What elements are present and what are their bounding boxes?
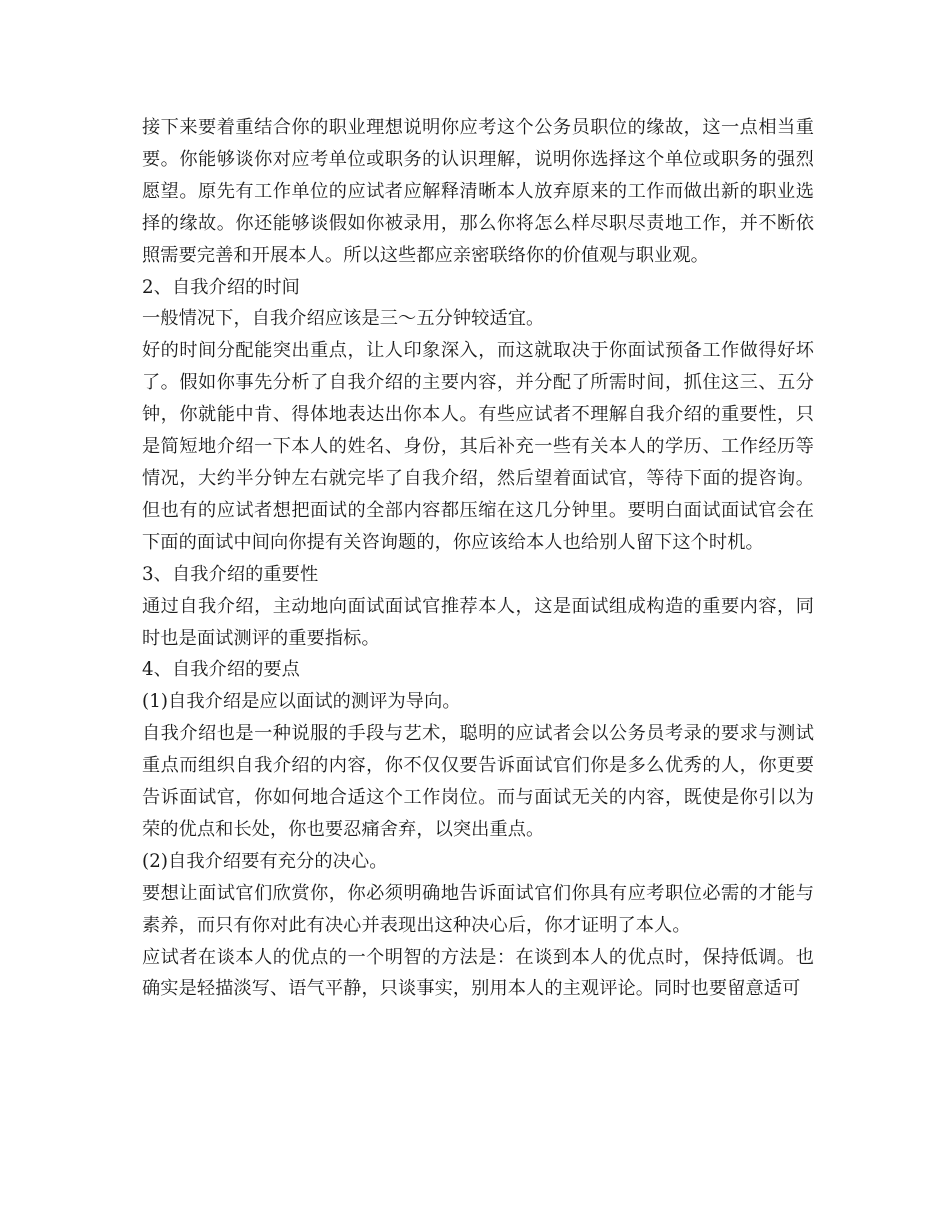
paragraph-time-allocation: 好的时间分配能突出重点，让人印象深入，而这就取决于你面试预备工作做得好坏了。假如你事先分析了自我介绍的主要内容，并分配了所需时间，抓住这三、五分钟，你就能中肯、得体地表达出你本人。有些应试者不理解自我介绍的重要性，只是简短地介绍一下本人的姓名、身份，其后补充一些有关本人的学历、工作经历等情况，大约半分钟左右就完毕了自我介绍，然后望着面试官，等待下面的提咨询。但也有的应试者想把面试的全部内容都压缩在这几分钟里。要明白面试面试官会在下面的面试中间向你提有关咨询题的，你应该给本人也给别人留下这个时机。 [142,340,814,553]
paragraph-point-2: 要想让面试官们欣赏你，你必须明确地告诉面试官们你具有应考职位必需的才能与素养，而只有你对此有决心并表现出这种决心后，你才证明了本人。 [142,882,814,936]
subheading-point-2: (2)自我介绍要有充分的决心。 [142,850,388,872]
subheading-point-1: (1)自我介绍是应以面试的测评为导向。 [142,691,461,713]
document-page [142,112,814,1005]
paragraph-strengths-method: 应试者在谈本人的优点的一个明智的方法是：在谈到本人的优点时，保持低调。也确实是轻描淡写、语气平静，只谈事实，别用本人的主观评论。同时也要留意适可 [142,946,814,1000]
heading-self-intro-key-points: 4、自我介绍的要点 [142,659,300,681]
heading-self-intro-importance: 3、自我介绍的重要性 [142,563,319,585]
paragraph-point-1: 自我介绍也是一种说服的手段与艺术，聪明的应试者会以公务员考录的要求与测试重点而组织自我介绍的内容，你不仅仅要告诉面试官们你是多么优秀的人，你更要告诉面试官，你如何地合适这个工作岗位。而与面试无关的内容，既使是你引以为荣的优点和长处，你也要忍痛舍弃，以突出重点。 [142,723,814,840]
paragraph-time-length: 一般情况下，自我介绍应该是三～五分钟较适宜。 [142,308,545,330]
paragraph-career-ideal: 接下来要着重结合你的职业理想说明你应考这个公务员职位的缘故，这一点相当重要。你能够谈你对应考单位或职务的认识理解，说明你选择这个单位或职务的强烈愿望。原先有工作单位的应试者应解释清晰本人放弃原来的工作而做出新的职业选择的缘故。你还能够谈假如你被录用，那么你将怎么样尽职尽责地工作，并不断依照需要完善和开展本人。所以这些都应亲密联络你的价值观与职业观。 [142,117,814,266]
heading-self-intro-time: 2、自我介绍的时间 [142,276,300,298]
paragraph-importance: 通过自我介绍，主动地向面试面试官推荐本人，这是面试组成构造的重要内容，同时也是面试测评的重要指标。 [142,595,814,649]
